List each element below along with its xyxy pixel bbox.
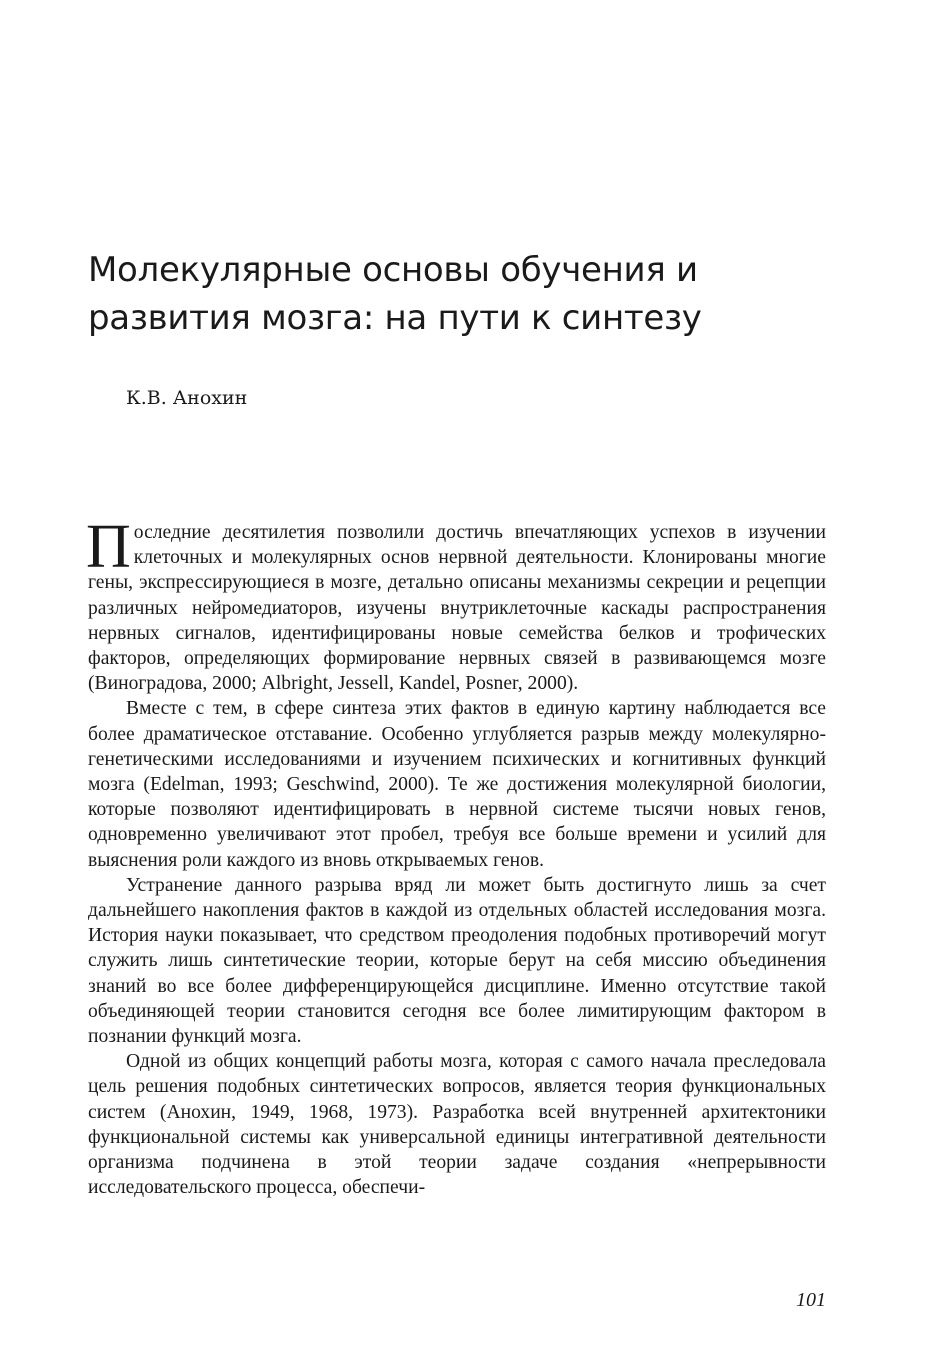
paragraph-1: [86, 513, 826, 696]
paragraph-4: Одной из общих концепций работы мозга, которая с самого начала преследовала цель решения подобных синтетических вопросов, является теория функциональных систем (Анохин, 1949, 1968, 1973). Разработка всей внутренней архитектоники функциональной системы как универсальной единицы интегративной деятельности организма подчинена в этой теории задаче создания «непрерывности исследовательского процесса, обеспечи-: [88, 1051, 826, 1199]
article-body: [86, 513, 826, 1200]
paragraph-1-text: оследние десятилетия позволили достичь впечатляющих успехов в изучении клеточных и молекулярных основ нервной деятельности. Клонированы многие гены, экспрессирующиеся в мозге, детально описаны механизмы секреции и рецепции различных нейромедиаторов, изучены внутриклеточные каскады распространения нервных сигналов, идентифицированы новые семейства белков и трофических факторов, определяющих формирование нервных связей в развивающемся мозге (Виноградова, 2000; Albright, Jessell, Kandel, Posner, 2000).: [88, 522, 826, 695]
article-title: Молекулярные основы обучения и развития мозга: на пути к синтезу: [88, 250, 702, 338]
drop-cap: П: [86, 513, 131, 581]
page-number: 101: [796, 1289, 826, 1311]
paragraph-3: Устранение данного разрыва вряд ли может быть достигнуто лишь за счет дальнейшего накопления фактов в каждой из отдельных областей исследования мозга. История науки показывает, что средством преодоления подобных противоречий могут служить лишь синтетические теории, которые берут на себя миссию объединения знаний во все более дифференцирующейся дисциплине. Именно отсутствие такой объединяющей теории становится сегодня все более лимитирующим фактором в познании функций мозга.: [88, 874, 826, 1048]
paragraph-2: Вместе с тем, в сфере синтеза этих фактов в единую картину наблюдается все более драматическое отставание. Особенно углубляется разрыв между молекулярно-генетическими исследованиями и изучением психических и когнитивных функций мозга (Edelman, 1993; Geschwind, 2000). Те же достижения молекулярной биологии, которые позволяют идентифицировать в нервной системе тысячи новых генов, одновременно увеличивают этот пробел, требуя все больше времени и усилий для выяснения роли каждого из вновь открываемых генов.: [88, 698, 826, 871]
article-author: К.В. Анохин: [126, 387, 248, 409]
